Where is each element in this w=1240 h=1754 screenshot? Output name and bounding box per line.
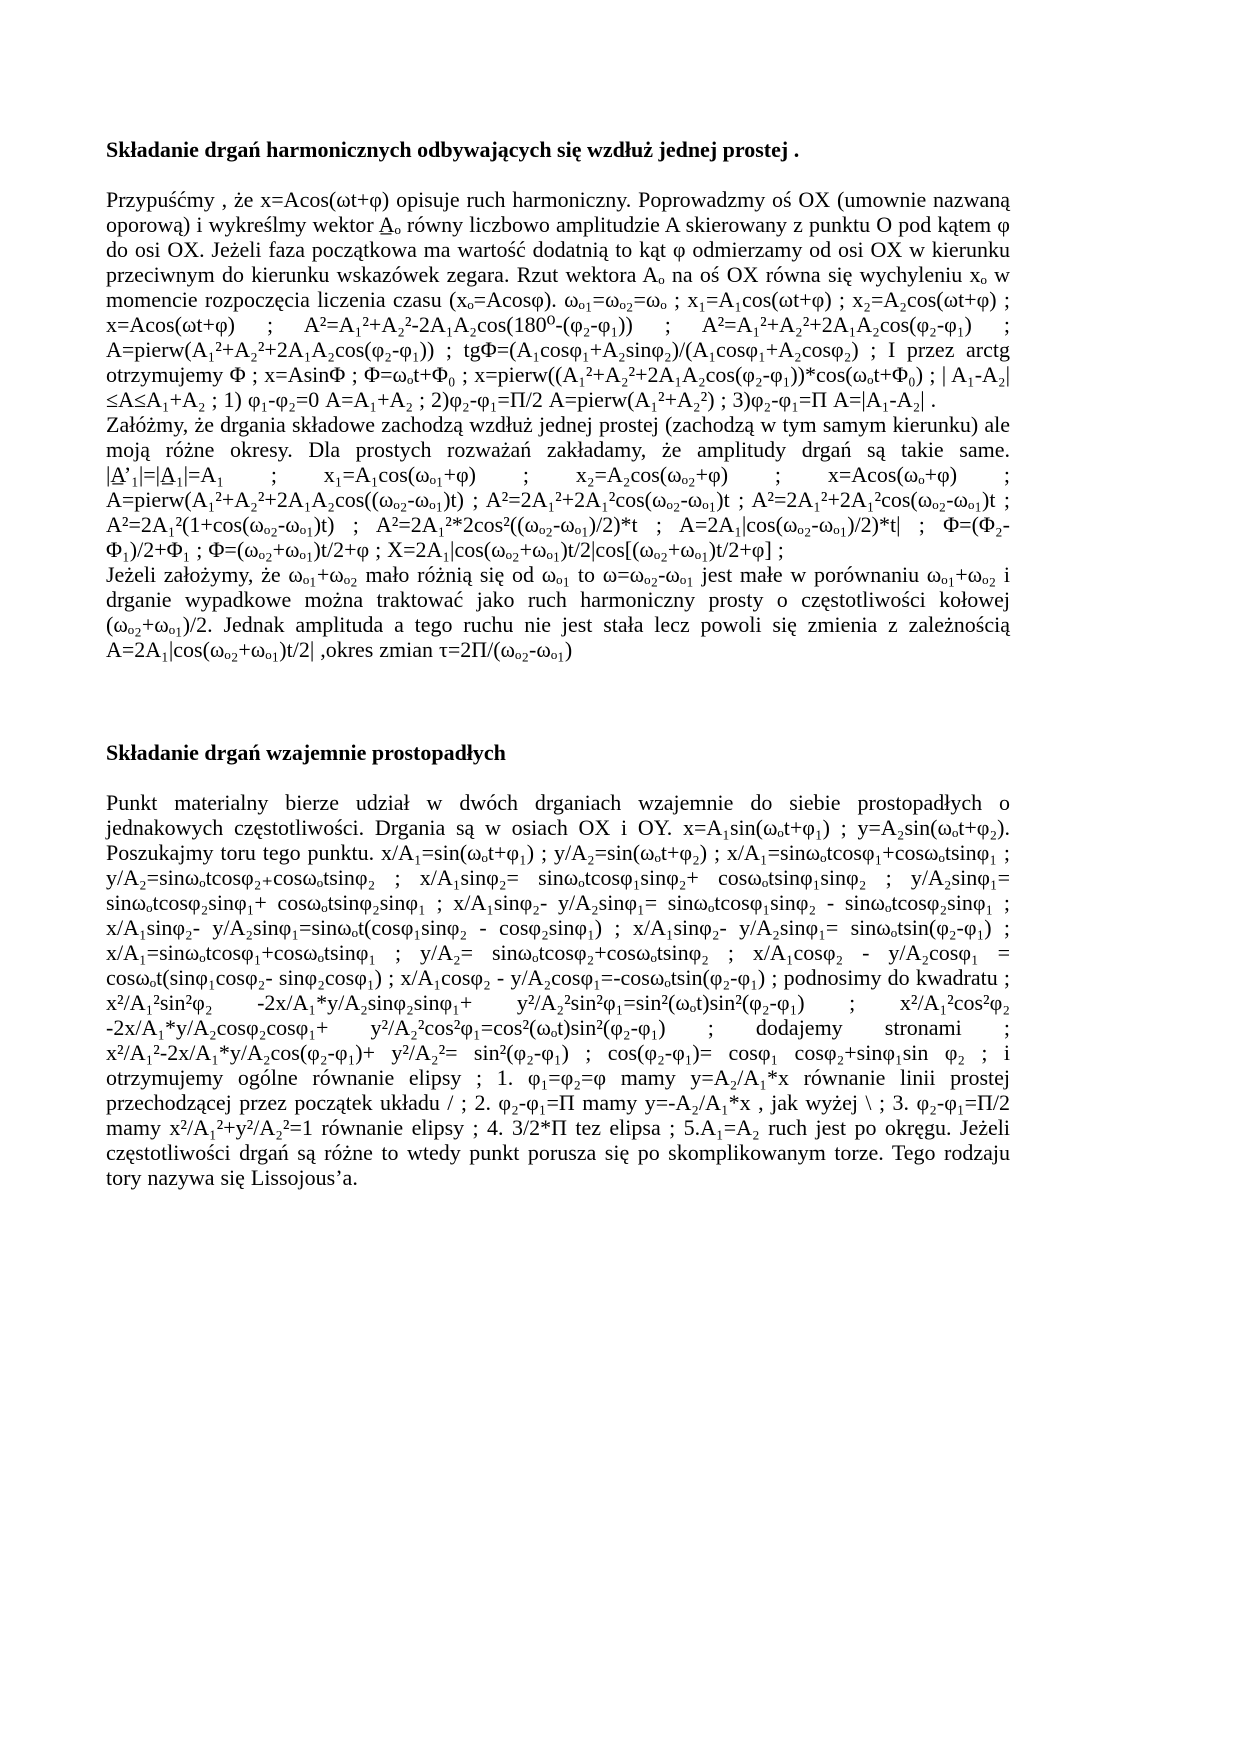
paragraph-same-line-different-periods: Załóżmy, że drgania składowe zachodzą wzdłuż jednej prostej (zachodzą w tym samym kierunku) ale moją różne okresy. Dla prostych rozważań zakładamy, że amplitudy drgań są takie same. |A̲’₁|=|A̲₁|=A₁ ; x₁=A₁cos(ωₒ₁+φ) ; x₂=A₂cos(ωₒ₂+φ) ; x=Acos(ωₒ+φ) ; A=pierw(A₁²+A₂²+2A₁A₂cos((ωₒ₂-ωₒ₁)t) ; A²=2A₁²+2A₁²cos(ωₒ₂-ωₒ₁)t ; A²=2A₁²+2A₁²cos(ωₒ₂-ωₒ₁)t ; A²=2A₁²(1+cos(ωₒ₂-ωₒ₁)t) ; A²=2A₁²*2cos²((ωₒ₂-ωₒ₁)/2)*t ; A=2A₁|cos(ωₒ₂-ωₒ₁)/2)*t| ; Φ=(Φ₂-Φ₁)/2+Φ₁ ; Φ=(ωₒ₂+ωₒ₁)t/2+φ ; X=2A₁|cos(ωₒ₂+ωₒ₁)t/2|cos[(ωₒ₂+ωₒ₁)t/2+φ] ; [106,412,1010,562]
section-heading-composition-one-line: Składanie drgań harmonicznych odbywających się wzdłuż jednej prostej . [106,137,800,162]
paragraph-harmonic-intro: Przypuśćmy , że x=Acos(ωt+φ) opisuje ruch harmoniczny. Poprowadzmy oś OX (umownie nazwaną oporową) i wykreślmy wektor A̲ₒ równy liczbowo amplitudzie A skierowany z punktu O pod kątem φ do osi OX. Jeżeli faza początkowa ma wartość dodatnią to kąt φ odmierzamy od osi OX w kierunku przeciwnym do kierunku wskazówek zegara. Rzut wektora Aₒ na oś OX równa się wychyleniu xₒ w momencie rozpoczęcia liczenia czasu (xₒ=Acosφ). ωₒ₁=ωₒ₂=ωₒ ; x₁=A₁cos(ωt+φ) ; x₂=A₂cos(ωt+φ) ; x=Acos(ωt+φ) ; A²=A₁²+A₂²-2A₁A₂cos(180⁰-(φ₂-φ₁)) ; A²=A₁²+A₂²+2A₁A₂cos(φ₂-φ₁) ; A=pierw(A₁²+A₂²+2A₁A₂cos(φ₂-φ₁)) ; tgΦ=(A₁cosφ₁+A₂sinφ₂)/(A₁cosφ₁+A₂cosφ₂) ; I przez arctg otrzymujemy Φ ; x=AsinΦ ; Φ=ωₒt+Φ₀ ; x=pierw((A₁²+A₂²+2A₁A₂cos(φ₂-φ₁))*cos(ωₒt+Φ₀) ; | A₁-A₂|≤A≤A₁+A₂ ; 1) φ₁-φ₂=0 A=A₁+A₂ ; 2)φ₂-φ₁=Π/2 A=pierw(A₁²+A₂²) ; 3)φ₂-φ₁=Π A=|A₁-A₂| . [106,187,1010,412]
paragraph-beat-frequency: Jeżeli założymy, że ωₒ₁+ωₒ₂ mało różnią się od ωₒ₁ to ω=ωₒ₂-ωₒ₁ jest małe w porównaniu ωₒ₁+ωₒ₂ i drganie wypadkowe można traktować jako ruch harmoniczny prosty o częstotliwości kołowej (ωₒ₂+ωₒ₁)/2. Jednak amplituda a tego ruchu nie jest stała lecz powoli się zmienia z zależnością A=2A₁|cos(ωₒ₂+ωₒ₁)t/2| ,okres zmian τ=2Π/(ωₒ₂-ωₒ₁) [106,562,1010,662]
section-heading-perpendicular: Składanie drgań wzajemnie prostopadłych [106,740,506,765]
paragraph-perpendicular-oscillations: Punkt materialny bierze udział w dwóch drganiach wzajemnie do siebie prostopadłych o jednakowych częstotliwości. Drgania są w osiach OX i OY. x=A₁sin(ωₒt+φ₁) ; y=A₂sin(ωₒt+φ₂). Poszukajmy toru tego punktu. x/A₁=sin(ωₒt+φ₁) ; y/A₂=sin(ωₒt+φ₂) ; x/A₁=sinωₒtcosφ₁+cosωₒtsinφ₁ ; y/A₂=sinωₒtcosφ₂₊cosωₒtsinφ₂ ; x/A₁sinφ₂= sinωₒtcosφ₁sinφ₂+ cosωₒtsinφ₁sinφ₂ ; y/A₂sinφ₁= sinωₒtcosφ₂sinφ₁+ cosωₒtsinφ₂sinφ₁ ; x/A₁sinφ₂- y/A₂sinφ₁= sinωₒtcosφ₁sinφ₂ - sinωₒtcosφ₂sinφ₁ ; x/A₁sinφ₂- y/A₂sinφ₁=sinωₒt(cosφ₁sinφ₂ - cosφ₂sinφ₁) ; x/A₁sinφ₂- y/A₂sinφ₁= sinωₒtsin(φ₂-φ₁) ; x/A₁=sinωₒtcosφ₁+cosωₒtsinφ₁ ; y/A₂= sinωₒtcosφ₂+cosωₒtsinφ₂ ; x/A₁cosφ₂ - y/A₂cosφ₁ = cosωₒt(sinφ₁cosφ₂- sinφ₂cosφ₁) ; x/A₁cosφ₂ - y/A₂cosφ₁=-cosωₒtsin(φ₂-φ₁) ; podnosimy do kwadratu ; x²/A₁²sin²φ₂ -2x/A₁*y/A₂sinφ₂sinφ₁+ y²/A₂²sin²φ₁=sin²(ωₒt)sin²(φ₂-φ₁) ; x²/A₁²cos²φ₂ -2x/A₁*y/A₂cosφ₂cosφ₁+ y²/A₂²cos²φ₁=cos²(ωₒt)sin²(φ₂-φ₁) ; dodajemy stronami ; x²/A₁²-2x/A₁*y/A₂cos(φ₂-φ₁)+ y²/A₂²= sin²(φ₂-φ₁) ; cos(φ₂-φ₁)= cosφ₁ cosφ₂+sinφ₁sin φ₂ ; i otrzymujemy ogólne równanie elipsy ; 1. φ₁=φ₂=φ mamy y=A₂/A₁*x równanie linii prostej przechodzącej przez początek układu / ; 2. φ₂-φ₁=Π mamy y=-A₂/A₁*x , jak wyżej \ ; 3. φ₂-φ₁=Π/2 mamy x²/A₁²+y²/A₂²=1 równanie elipsy ; 4. 3/2*Π tez elipsa ; 5.A₁=A₂ ruch jest po okręgu. Jeżeli częstotliwości drgań są różne to wtedy punkt porusza się po skomplikowanym torze. Tego rodzaju tory nazywa się Lissojous’a. [106,790,1010,1190]
